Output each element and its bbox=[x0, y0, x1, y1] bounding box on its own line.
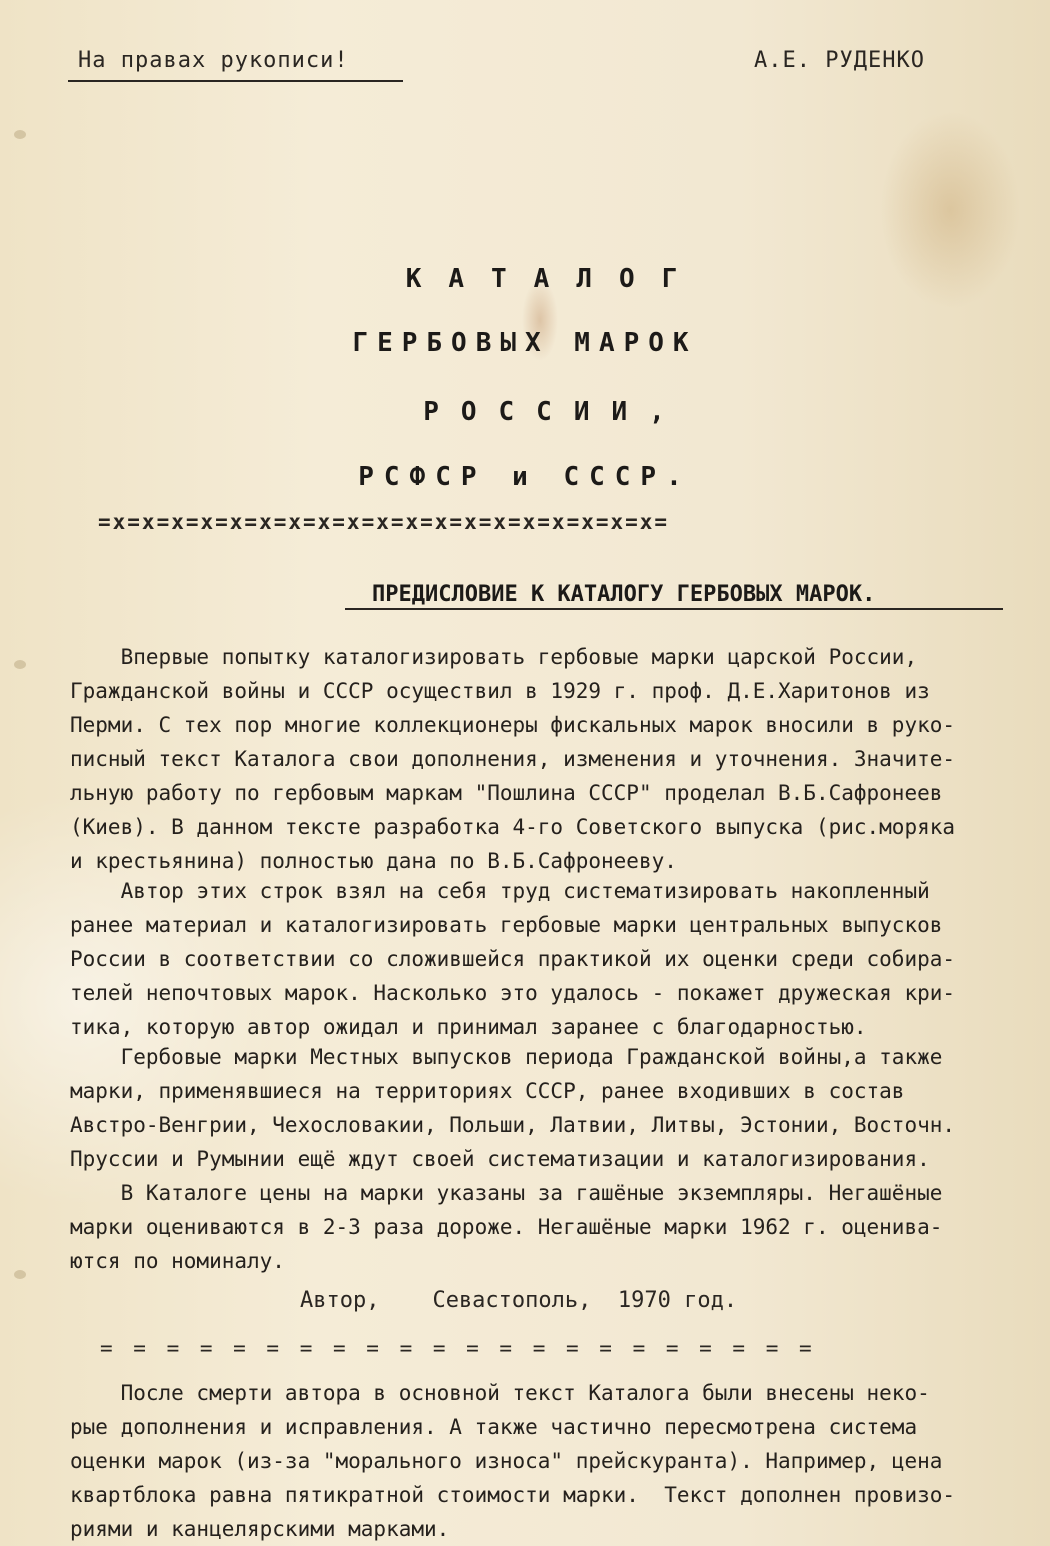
paragraph: После смерти автора в основной текст Каталога были внесены неко- рые дополнения и исправления. А также частично пересмотрена система оценки марок (из-за "морального износа" прейскуранта). Например, цена квартблока равна пятикратной стоимости марки. Текст дополнен провизо- риями и канцелярскими марками. bbox=[70, 1381, 956, 1541]
header-underline bbox=[68, 80, 403, 82]
paragraph: В Каталоге цены на марки указаны за гашёные экземпляры. Негашёные марки оцениваются в 2-3 раза дороже. Негашёные марки 1962 г. оценива- ются по номиналу. bbox=[70, 1181, 943, 1273]
paragraph: Автор этих строк взял на себя труд систематизировать накопленный ранее материал и каталогизировать гербовые марки центральных выпусков России в соответствии со сложившейся практикой их оценки среди собира- телей непочтовых марок. Насколько это удалось - покажет дружеская кри- тика, которую автор ожидал и принимал заранее с благодарностью. bbox=[70, 879, 956, 1039]
preface-heading: ПРЕДИСЛОВИЕ К КАТАЛОГУ ГЕРБОВЫХ МАРОК. bbox=[372, 582, 876, 607]
manuscript-note: На правах рукописи! bbox=[78, 48, 349, 73]
binding-hole bbox=[14, 660, 26, 669]
separator-line: = = = = = = = = = = = = = = = = = = = = = = bbox=[100, 1336, 816, 1360]
ornamental-separator: =x=x=x=x=x=x=x=x=x=x=x=x=x=x=x=x=x=x=x= bbox=[98, 510, 670, 534]
paragraph: Гербовые марки Местных выпусков периода Гражданской войны,а также марки, применявшиеся на территориях СССР, ранее входивших в состав Австро-Венгрии, Чехословакии, Польши, Латвии, Литвы, Эстонии, Восточн. Пруссии и Румынии ещё ждут своей систематизации и каталогизирования. bbox=[70, 1045, 956, 1171]
signature-line: Автор, Севастополь, 1970 год. bbox=[300, 1288, 738, 1313]
binding-hole bbox=[14, 130, 26, 139]
paragraph: Впервые попытку каталогизировать гербовые марки царской России, Гражданской войны и СССР осуществил в 1929 г. проф. Д.Е.Харитонов из Перми. С тех пор многие коллекционеры фискальных марок вносили в руко- писный текст Каталога свои дополнения, изменения и уточнения. Значите- льную работу по гербовым маркам "Пошлина СССР" проделал В.Б.Сафронеев (Киев). В данном тексте разработка 4-го Советского выпуска (рис.моряка и крестьянина) полностью дана по В.Б.Сафронееву. bbox=[70, 645, 956, 873]
binding-hole bbox=[14, 1270, 26, 1279]
title-line-4: РСФСР и СССР. bbox=[358, 462, 692, 492]
title-line-2: ГЕРБОВЫХ МАРОК bbox=[352, 328, 698, 358]
preface-underline bbox=[345, 608, 1003, 610]
title-line-3: РОССИИ, bbox=[423, 397, 687, 427]
author-name: А.Е. РУДЕНКО bbox=[754, 48, 925, 73]
title-line-1: КАТАЛОГ bbox=[405, 264, 705, 294]
